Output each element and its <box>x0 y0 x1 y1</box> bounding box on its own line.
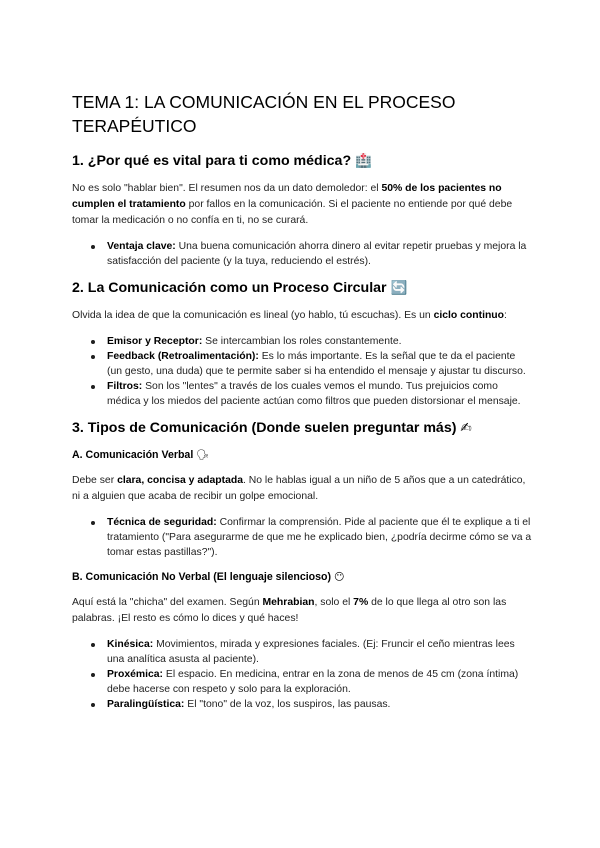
list-item-label: Proxémica: <box>107 669 164 680</box>
list-item-text: Una buena comunicación ahorra dinero al evitar repetir pruebas y mejora la satisfacción del paciente (y la tuya, reduciendo el estrés). <box>107 241 527 267</box>
list-item-label: Emisor y Receptor: <box>107 336 203 347</box>
paragraph-text: por fallos en la comunicación. Si el paciente no entiende por qué debe tomar la medicación o no confía en ti, no se curará. <box>72 199 513 226</box>
subsection-b-paragraph <box>72 595 532 627</box>
cycle-arrows-icon: 🔄 <box>390 280 408 296</box>
document-title: TEMA 1: LA COMUNICACIÓN EN EL PROCESO TERAPÉUTICO <box>72 92 456 136</box>
list-item <box>107 334 532 349</box>
list-item <box>107 239 532 269</box>
list-item-label: Paralingüística: <box>107 699 185 710</box>
list-item <box>107 667 532 697</box>
speaking-head-icon: 🗣 <box>196 450 210 461</box>
document-page <box>72 90 532 722</box>
paragraph-bold: clara, concisa y adaptada <box>117 475 243 486</box>
section-1-heading-text: 1. ¿Por qué es vital para ti como médica? <box>72 153 352 169</box>
paragraph-text: Olvida la idea de que la comunicación es lineal (yo hablo, tú escuchas). Es un <box>72 310 434 321</box>
subsection-a-list <box>72 515 532 560</box>
paragraph-bold: 50% de los pacientes no cumplen el tratamiento <box>72 183 502 210</box>
list-item <box>107 379 532 409</box>
list-item <box>107 515 532 560</box>
subsection-b-heading <box>72 570 532 585</box>
section-1-paragraph <box>72 181 532 229</box>
section-2-paragraph <box>72 308 532 324</box>
list-item-text: Confirmar la comprensión. Pide al paciente que él te explique a ti el tratamiento ("Para asegurarme de que me he explicado bien, ¿podría decirme cómo se va a tomar estas pastillas?"). <box>107 517 532 558</box>
paragraph-text: : <box>504 310 507 321</box>
list-item-text: Es lo más importante. Es la señal que te da el paciente (un gesto, una duda) que te permite saber si ha entendido el mensaje y ajustar tu discurso. <box>107 351 526 377</box>
paragraph-text: Aquí está la "chicha" del examen. Según <box>72 597 263 608</box>
list-item <box>107 697 532 712</box>
section-2-list <box>72 334 532 409</box>
hospital-icon: 🏥 <box>355 153 372 169</box>
subsection-a-heading <box>72 448 532 463</box>
list-item-text: Se intercambian los roles constantemente. <box>202 336 402 347</box>
list-item-text: Son los "lentes" a través de los cuales vemos el mundo. Tus prejuicios como médica y los miedos del paciente actúan como filtros que pueden distorsionar el mensaje. <box>107 381 521 407</box>
paragraph-text: de lo que llega al otro son las palabras. ¡El resto es cómo lo dices y qué haces! <box>72 597 507 624</box>
paragraph-bold: Mehrabian <box>262 597 315 608</box>
subsection-b-heading-text: B. Comunicación No Verbal (El lenguaje silencioso) <box>72 571 332 583</box>
list-item-label: Filtros: <box>107 381 143 392</box>
list-item-label: Ventaja clave: <box>107 241 176 252</box>
subsection-a-paragraph <box>72 473 532 505</box>
paragraph-bold: 7% <box>353 597 369 608</box>
paragraph-text: , solo el <box>314 597 354 608</box>
section-1-list <box>72 239 532 269</box>
section-2-heading <box>72 279 532 298</box>
section-1-heading <box>72 152 532 171</box>
list-item-text: Movimientos, mirada y expresiones faciales. (Ej: Fruncir el ceño mientras lees una analítica asusta al paciente). <box>107 639 515 665</box>
list-item-text: El "tono" de la voz, los suspiros, las pausas. <box>184 699 391 710</box>
paragraph-text: Debe ser <box>72 475 118 486</box>
writing-hand-icon: ✍ <box>460 420 472 436</box>
section-3-heading-text: 3. Tipos de Comunicación (Donde suelen preguntar más) <box>72 420 457 436</box>
list-item-label: Feedback (Retroalimentación): <box>107 351 259 362</box>
list-item-label: Kinésica: <box>107 639 154 650</box>
paragraph-text: . No le hablas igual a un niño de 5 años que a un catedrático, ni a alguien que acaba de recibir un golpe emocional. <box>72 475 526 502</box>
list-item-label: Técnica de seguridad: <box>107 517 217 528</box>
face-without-mouth-icon: 😶 <box>333 572 345 583</box>
subsection-b-list <box>72 637 532 712</box>
section-2-heading-text: 2. La Comunicación como un Proceso Circular <box>72 280 387 296</box>
section-3-heading <box>72 419 532 438</box>
list-item-text: El espacio. En medicina, entrar en la zona de menos de 45 cm (zona íntima) debe hacerse con respeto y solo para la exploración. <box>107 669 519 695</box>
subsection-a-heading-text: A. Comunicación Verbal <box>72 449 194 461</box>
paragraph-bold: ciclo continuo <box>433 310 505 321</box>
list-item <box>107 637 532 667</box>
paragraph-text: No es solo "hablar bien". El resumen nos da un dato demoledor: el <box>72 183 382 194</box>
list-item <box>107 349 532 379</box>
